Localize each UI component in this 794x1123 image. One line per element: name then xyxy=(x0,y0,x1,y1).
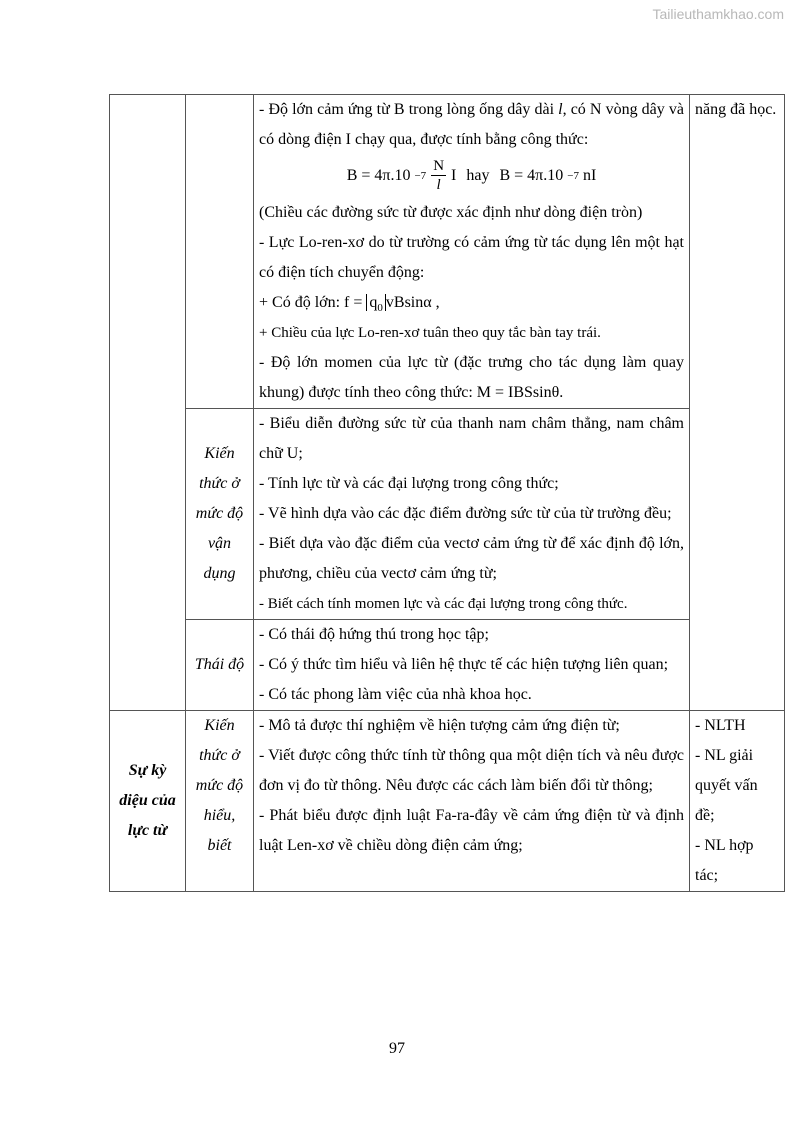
list-item: - Mô tả được thí nghiệm về hiện tượng cảm ứng điện từ; xyxy=(259,717,620,734)
table-row xyxy=(110,409,785,620)
list-item: - Có tác phong làm việc của nhà khoa học. xyxy=(259,686,532,703)
competency-cell xyxy=(690,711,785,892)
lorentz-formula: + Có độ lớn: $f = q_0$ vBsinα , xyxy=(259,294,440,315)
list-item: - Viết được công thức tính từ thông qua một diện tích và nêu được đơn vị đo từ thông. Nêu được các cách làm biến đổi từ thông; xyxy=(259,747,684,794)
topic-cell-empty xyxy=(110,95,186,711)
content-line: - Độ lớn cảm ứng từ B trong lòng ống dây dài l, có N vòng dây và có dòng điện I chạy qua, được tính bằng công thức: xyxy=(259,101,685,148)
category-cell: Kiến thức ở mức độ hiểu, biết xyxy=(186,711,254,892)
content-line: + Chiều của lực Lo-ren-xơ tuân theo quy tắc bàn tay trái. xyxy=(259,325,601,341)
competency-cell: năng đã học. xyxy=(690,95,785,711)
content-cell xyxy=(254,409,690,620)
list-item: - NLTH xyxy=(695,717,746,734)
topic-cell: Sự kỳ diệu của lực từ xyxy=(110,711,186,892)
table-row xyxy=(110,95,785,409)
content-cell xyxy=(254,711,690,892)
list-item: - NL hợp tác; xyxy=(695,837,754,884)
watermark: Tailieuthamkhao.com xyxy=(652,6,784,22)
table-row xyxy=(110,620,785,711)
category-cell-empty xyxy=(186,95,254,409)
list-item: - Có ý thức tìm hiểu và liên hệ thực tế các hiện tượng liên quan; xyxy=(259,656,669,673)
category-cell: Thái độ xyxy=(186,620,254,711)
list-item: - Biết cách tính momen lực và các đại lượng trong công thức. xyxy=(259,596,628,612)
magnetic-field-formula: B = 4π.10 −7 $\frac{N}{l}$ I hay B = 4π.10 −7 nI xyxy=(346,158,597,193)
list-item: - Phát biểu được định luật Fa-ra-đây về cảm ứng điện từ và định luật Len-xơ về chiều dòng điện cảm ứng; xyxy=(259,807,684,854)
list-item: - Biết dựa vào đặc điểm của vectơ cảm ứng từ để xác định độ lớn, phương, chiều của vectơ cảm ứng từ; xyxy=(259,535,684,582)
content-cell xyxy=(254,95,690,409)
list-item: - Biểu diễn đường sức từ của thanh nam châm thẳng, nam châm chữ U; xyxy=(259,415,684,462)
content-cell xyxy=(254,620,690,711)
content-line: - Độ lớn momen của lực từ (đặc trưng cho tác dụng làm quay khung) được tính theo công thức: M = IBSsinθ. xyxy=(259,354,684,401)
page-number: 97 xyxy=(389,1040,405,1057)
content-line: - Lực Lo-ren-xơ do từ trường có cảm ứng từ tác dụng lên một hạt có điện tích chuyển động: xyxy=(259,234,684,281)
category-cell: Kiến thức ở mức độ vận dụng xyxy=(186,409,254,620)
list-item: - NL giải quyết vấn đề; xyxy=(695,747,758,824)
list-item: - Vẽ hình dựa vào các đặc điểm đường sức từ của từ trường đều; xyxy=(259,505,672,522)
list-item: - Tính lực từ và các đại lượng trong công thức; xyxy=(259,475,559,492)
table-row xyxy=(110,711,785,892)
list-item: - Có thái độ hứng thú trong học tập; xyxy=(259,626,489,643)
content-line: (Chiều các đường sức từ được xác định như dòng điện tròn) xyxy=(259,204,643,221)
objectives-table xyxy=(109,94,785,892)
